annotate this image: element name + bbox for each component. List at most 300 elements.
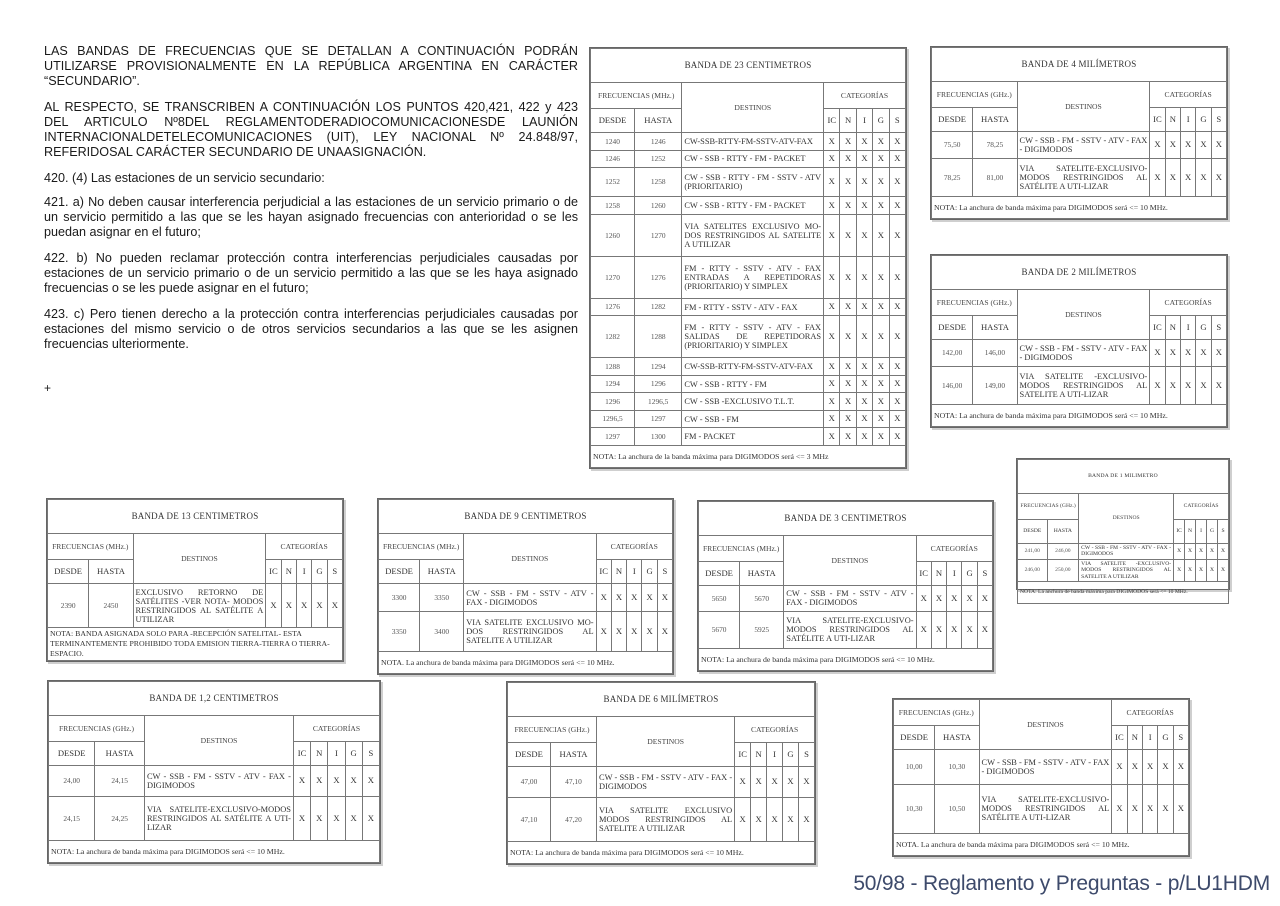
category-mark: X	[642, 612, 657, 652]
categories-header: CATEGORÍAS	[1112, 700, 1189, 726]
category-mark: X	[889, 197, 905, 215]
category-mark: X	[1180, 340, 1195, 367]
table-row	[508, 767, 815, 798]
category-mark: X	[1218, 559, 1229, 581]
category-mark: X	[767, 797, 783, 841]
destination-value: CW - SSB - FM - SSTV - ATV - FAX - DIGIMODOS	[979, 750, 1112, 785]
category-mark: X	[824, 393, 840, 411]
category-mark: X	[1196, 132, 1211, 159]
category-n-header: N	[611, 560, 626, 584]
category-s-header: S	[889, 109, 905, 133]
table-row	[591, 168, 906, 197]
desde-value: 1260	[591, 214, 635, 256]
table-row	[591, 150, 906, 168]
frequency-header: FRECUENCIAS (MHz.)	[699, 536, 784, 562]
desde-value: 241,00	[1018, 544, 1048, 560]
category-mark: X	[735, 767, 751, 798]
table-title-row	[932, 48, 1227, 82]
category-mark: X	[889, 393, 905, 411]
frequency-header: FRECUENCIAS (GHz.)	[1018, 494, 1079, 520]
category-mark: X	[856, 428, 872, 446]
table-header-row	[1018, 494, 1229, 520]
table-note: NOTA: BANDA ASIGNADA SOLO PARA -RECEPCIÓN SATELITAL- ESTA TERMINANTEMENTE PROHIBIDO TODA EMISION TIERRA-TIERRA O TIERRA-ESPACIO.	[48, 628, 343, 661]
category-mark: X	[611, 612, 626, 652]
category-mark: X	[783, 767, 799, 798]
table-title-row	[508, 683, 815, 717]
desde-value: 5650	[699, 586, 740, 612]
category-s-header: S	[1173, 726, 1188, 750]
category-mark: X	[824, 256, 840, 298]
category-mark: X	[1127, 784, 1142, 833]
category-i-header: I	[856, 109, 872, 133]
category-mark: X	[873, 393, 889, 411]
category-g-header: G	[1207, 520, 1218, 544]
desde-value: 3300	[379, 584, 420, 612]
band-table-grid	[590, 48, 906, 468]
category-ic-header: IC	[1112, 726, 1127, 750]
category-mark: X	[889, 214, 905, 256]
table-title-row	[591, 49, 906, 83]
categories-header: CATEGORÍAS	[293, 716, 379, 742]
category-mark: X	[328, 796, 345, 840]
band-table-10ghz	[892, 698, 1190, 857]
category-ic-header: IC	[916, 562, 931, 586]
categories-header: CATEGORÍAS	[916, 536, 992, 562]
category-n-header: N	[1185, 520, 1196, 544]
category-mark: X	[856, 410, 872, 428]
table-row	[591, 410, 906, 428]
category-mark: X	[889, 428, 905, 446]
destination-value: CW - SSB - FM - SSTV - ATV - FAX - DIGIMODOS	[1017, 132, 1150, 159]
category-mark: X	[1150, 340, 1165, 367]
category-n-header: N	[931, 562, 946, 586]
category-mark: X	[311, 796, 328, 840]
band-table-6mm	[506, 681, 816, 865]
hasta-value: 1258	[635, 168, 682, 197]
table-title: BANDA DE 23 CENTIMETROS	[591, 49, 906, 83]
table-title: BANDA DE 9 CENTIMETROS	[379, 500, 673, 534]
category-mark: X	[799, 797, 815, 841]
desde-value: 24,15	[49, 796, 95, 840]
category-mark: X	[824, 150, 840, 168]
hasta-header: HASTA	[420, 560, 464, 584]
category-mark: X	[873, 256, 889, 298]
desde-header: DESDE	[932, 108, 973, 132]
category-mark: X	[840, 358, 856, 376]
destinations-header: DESTINOS	[133, 534, 266, 584]
category-mark: X	[873, 410, 889, 428]
category-mark: X	[1165, 132, 1180, 159]
point-421: 421. a) No deben causar interferencia perjudicial a las estaciones de un servicio primario o de un servicio permitido a las que se les hayan asignado frecuencias con anterioridad o se les puedan asignar en el futuro;	[44, 195, 578, 239]
point-420: 420. (4) Las estaciones de un servicio secundario:	[44, 171, 325, 185]
hasta-value: 47,20	[550, 797, 596, 841]
destination-value: CW - SSB - RTTY - FM - SSTV - ATV (PRIORITARIO)	[682, 168, 824, 197]
desde-value: 1258	[591, 197, 635, 215]
destination-value: CW - SSB - FM - SSTV - ATV - FAX - DIGIMODOS	[1017, 340, 1150, 367]
category-mark: X	[840, 298, 856, 316]
category-g-header: G	[1158, 726, 1173, 750]
destination-value: CW - SSB - FM - SSTV - ATV - FAX - DIGIMODOS	[144, 766, 293, 797]
band-table-13cm	[46, 498, 344, 662]
destination-value: VIA SATELITE EXCLUSIVO MODOS RESTRINGIDOS AL SATELITE A UTILIZAR	[597, 797, 735, 841]
category-mark: X	[1196, 158, 1211, 196]
category-mark: X	[1165, 340, 1180, 367]
plus-mark: +	[44, 381, 52, 395]
hasta-value: 1296	[635, 375, 682, 393]
category-mark: X	[824, 197, 840, 215]
category-mark: X	[1185, 559, 1196, 581]
category-mark: X	[266, 584, 281, 628]
destinations-header: DESTINOS	[682, 83, 824, 133]
table-note: NOTA: La anchura de banda máxima para DIGIMODOS será <= 10 MHz.	[49, 841, 380, 863]
category-mark: X	[1174, 544, 1185, 560]
categories-header: CATEGORÍAS	[1150, 82, 1227, 108]
hasta-value: 1300	[635, 428, 682, 446]
category-mark: X	[627, 612, 642, 652]
hasta-value: 1282	[635, 298, 682, 316]
desde-header: DESDE	[48, 560, 89, 584]
category-mark: X	[947, 586, 962, 612]
category-mark: X	[856, 197, 872, 215]
category-mark: X	[824, 316, 840, 358]
table-row	[508, 797, 815, 841]
table-note-row	[591, 446, 906, 468]
desde-value: 1296,5	[591, 410, 635, 428]
category-mark: X	[281, 584, 296, 628]
category-mark: X	[856, 214, 872, 256]
category-mark: X	[840, 133, 856, 151]
category-mark: X	[1150, 158, 1165, 196]
table-row	[932, 366, 1227, 404]
hasta-value: 149,00	[973, 366, 1017, 404]
desde-value: 1276	[591, 298, 635, 316]
table-row	[932, 340, 1227, 367]
category-mark: X	[1180, 158, 1195, 196]
table-title: BANDA DE 13 CENTIMETROS	[48, 500, 343, 534]
desde-header: DESDE	[1018, 520, 1048, 544]
destination-value: FM - RTTY - SSTV - ATV - FAX SALIDAS DE REPETIDORAS (PRIORITARIO) Y SIMPLEX	[682, 316, 824, 358]
table-row	[49, 766, 380, 797]
destination-value: CW-SSB-RTTY-FM-SSTV-ATV-FAX	[682, 133, 824, 151]
table-row	[591, 375, 906, 393]
destination-value: FM - PACKET	[682, 428, 824, 446]
hasta-header: HASTA	[740, 562, 784, 586]
table-header-row	[49, 716, 380, 742]
table-row	[379, 584, 673, 612]
table-title-row	[699, 502, 993, 536]
table-title: BANDA DE 4 MILÍMETROS	[932, 48, 1227, 82]
category-g-header: G	[312, 560, 327, 584]
category-s-header: S	[1211, 108, 1226, 132]
category-i-header: I	[767, 743, 783, 767]
hasta-value: 2450	[89, 584, 133, 628]
category-ic-header: IC	[1150, 316, 1165, 340]
band-table-4mm	[930, 46, 1228, 220]
category-mark: X	[873, 133, 889, 151]
table-note-row	[1018, 582, 1229, 604]
categories-header: CATEGORÍAS	[596, 534, 672, 560]
category-mark: X	[873, 214, 889, 256]
table-row	[591, 298, 906, 316]
category-mark: X	[840, 168, 856, 197]
hasta-value: 146,00	[973, 340, 1017, 367]
category-ic-header: IC	[824, 109, 840, 133]
desde-value: 10,30	[894, 784, 935, 833]
category-mark: X	[840, 375, 856, 393]
hasta-value: 3400	[420, 612, 464, 652]
hasta-value: 78,25	[973, 132, 1017, 159]
category-mark: X	[293, 796, 310, 840]
category-mark: X	[873, 197, 889, 215]
desde-value: 75,50	[932, 132, 973, 159]
destinations-header: DESTINOS	[1079, 494, 1174, 544]
category-mark: X	[873, 168, 889, 197]
band-table-grid	[47, 499, 343, 661]
hasta-header: HASTA	[635, 109, 682, 133]
category-s-header: S	[362, 742, 379, 766]
hasta-value: 1288	[635, 316, 682, 358]
category-mark: X	[751, 767, 767, 798]
destination-value: VIA SATELITE -EXCLUSIVO-MODOS RESTRINGIDOS AL SATELITE A UTI-LIZAR	[1017, 366, 1150, 404]
destinations-header: DESTINOS	[979, 700, 1112, 750]
table-note-row	[508, 842, 815, 864]
category-mark: X	[296, 584, 311, 628]
hasta-value: 1296,5	[635, 393, 682, 411]
category-mark: X	[840, 150, 856, 168]
category-mark: X	[824, 214, 840, 256]
category-i-header: I	[296, 560, 311, 584]
band-table-grid	[48, 681, 380, 863]
table-note-row	[932, 405, 1227, 427]
category-mark: X	[596, 612, 611, 652]
category-ic-header: IC	[596, 560, 611, 584]
hasta-value: 1260	[635, 197, 682, 215]
table-title-row	[1018, 460, 1229, 494]
category-mark: X	[873, 150, 889, 168]
destinations-header: DESTINOS	[464, 534, 596, 584]
category-mark: X	[1207, 559, 1218, 581]
band-table-1mm	[1016, 458, 1230, 596]
category-mark: X	[889, 298, 905, 316]
table-title-row	[49, 682, 380, 716]
category-mark: X	[1211, 366, 1226, 404]
table-title: BANDA DE 6 MILÍMETROS	[508, 683, 815, 717]
category-mark: X	[889, 410, 905, 428]
band-table-23cm	[589, 47, 907, 469]
category-ic-header: IC	[735, 743, 751, 767]
category-n-header: N	[1127, 726, 1142, 750]
category-mark: X	[1150, 132, 1165, 159]
category-mark: X	[345, 796, 362, 840]
category-mark: X	[840, 316, 856, 358]
table-header-row	[699, 536, 993, 562]
destination-value: VIA SATELITE -EXCLUSIVO-MODOS RESTRINGIDOS AL SATELITE A UTILIZAR	[1079, 559, 1174, 581]
frequency-header: FRECUENCIAS (GHz.)	[508, 717, 597, 743]
destination-value: EXCLUSIVO RETORNO DE SATÉLITES -VER NOTA- MODOS RESTRINGIDOS AL SATÉLITE A UTILIZAR	[133, 584, 266, 628]
category-mark: X	[1185, 544, 1196, 560]
table-title: BANDA DE 2 MILÍMETROS	[932, 256, 1227, 290]
desde-value: 1282	[591, 316, 635, 358]
category-mark: X	[596, 584, 611, 612]
band-table-3cm	[697, 500, 994, 672]
category-mark: X	[1196, 544, 1207, 560]
table-title-row	[932, 256, 1227, 290]
categories-header: CATEGORÍAS	[1150, 290, 1227, 316]
point-422: 422. b) No pueden reclamar protección contra interferencias perjudiciales causadas por estaciones de un servicio primario o de un servicio permitido a las que se les haya asignado frecuencias o se les puede asignar en el futuro;	[44, 251, 578, 295]
band-table-grid	[931, 47, 1227, 219]
band-table-grid	[507, 682, 815, 864]
category-mark: X	[312, 584, 327, 628]
table-note: NOTA: La anchura de banda máxima para DIGIMODOS será <= 10 MHz.	[932, 405, 1227, 427]
table-title: BANDA DE 3 CENTIMETROS	[699, 502, 993, 536]
destination-value: VIA SATELITE-EXCLUSIVO-MODOS RESTRINGIDOS AL SATÉLITE A UTI-LIZAR	[979, 784, 1112, 833]
table-note-row	[379, 652, 673, 674]
destination-value: CW - SSB -EXCLUSIVO T.L.T.	[682, 393, 824, 411]
category-mark: X	[1150, 366, 1165, 404]
table-title-row	[379, 500, 673, 534]
category-mark: X	[856, 298, 872, 316]
frequency-header: FRECUENCIAS (MHz.)	[591, 83, 682, 109]
category-s-header: S	[1218, 520, 1229, 544]
destination-value: VIA SATELITE-EXCLUSIVO-MODOS RESTRINGIDOS AL SATÉLITE A UTI-LIZAR	[784, 611, 916, 648]
frequency-header: FRECUENCIAS (GHz.)	[932, 82, 1018, 108]
category-mark: X	[856, 393, 872, 411]
desde-value: 142,00	[932, 340, 973, 367]
intro-paragraph: AL RESPECTO, SE TRANSCRIBEN A CONTINUACIÓN LOS PUNTOS 420,421, 422 y 423 DEL ARTICULO Nº8DEL REGLAMENTODERADIOCOMUNICACIONESDE LAUNIÓN INTERNACIONALDETELECOMUNICACIONES (UIT), LEY NACIONAL Nº 24.848/97, REFERIDOSAL CARÁCTER SECUNDARIO DE UNAASIGNACIÓN.	[44, 100, 578, 159]
band-table-grid	[378, 499, 673, 674]
desde-value: 1297	[591, 428, 635, 446]
category-mark: X	[824, 298, 840, 316]
category-ic-header: IC	[1150, 108, 1165, 132]
hasta-header: HASTA	[935, 726, 979, 750]
category-mark: X	[783, 797, 799, 841]
table-note-row	[699, 649, 993, 671]
hasta-value: 1246	[635, 133, 682, 151]
table-header-row	[894, 700, 1189, 726]
category-mark: X	[293, 766, 310, 797]
category-g-header: G	[873, 109, 889, 133]
table-note: NOTA: La anchura de banda máxima para DIGIMODOS será <= 10 MHz.	[508, 842, 815, 864]
category-mark: X	[1207, 544, 1218, 560]
category-mark: X	[611, 584, 626, 612]
band-table-9cm	[377, 498, 674, 675]
category-mark: X	[1180, 132, 1195, 159]
category-i-header: I	[328, 742, 345, 766]
category-mark: X	[840, 197, 856, 215]
category-mark: X	[735, 797, 751, 841]
category-i-header: I	[1196, 520, 1207, 544]
table-row	[894, 784, 1189, 833]
desde-value: 1288	[591, 358, 635, 376]
category-mark: X	[931, 586, 946, 612]
desde-header: DESDE	[699, 562, 740, 586]
category-mark: X	[873, 358, 889, 376]
desde-header: DESDE	[894, 726, 935, 750]
category-i-header: I	[1142, 726, 1157, 750]
category-mark: X	[751, 797, 767, 841]
table-row	[699, 586, 993, 612]
desde-value: 1294	[591, 375, 635, 393]
table-title: BANDA DE 1 MILIMETRO	[1018, 460, 1229, 494]
hasta-header: HASTA	[95, 742, 145, 766]
category-mark: X	[824, 133, 840, 151]
desde-header: DESDE	[591, 109, 635, 133]
hasta-value: 24,25	[95, 796, 145, 840]
category-n-header: N	[840, 109, 856, 133]
destination-value: CW - SSB - FM - SSTV - ATV - FAX - DIGIMODOS	[597, 767, 735, 798]
table-header-row	[932, 82, 1227, 108]
frequency-header: FRECUENCIAS (GHz.)	[894, 700, 980, 726]
destination-value: VIA SATELITE-EXCLUSIVO-MODOS RESTRINGIDOS AL SATÉLITE A UTI-LIZAR	[1017, 158, 1150, 196]
category-mark: X	[311, 766, 328, 797]
categories-header: CATEGORÍAS	[1174, 494, 1229, 520]
category-mark: X	[916, 611, 931, 648]
category-ic-header: IC	[266, 560, 281, 584]
category-mark: X	[1142, 784, 1157, 833]
hasta-value: 1270	[635, 214, 682, 256]
category-ic-header: IC	[293, 742, 310, 766]
categories-header: CATEGORÍAS	[266, 534, 343, 560]
table-row	[591, 358, 906, 376]
hasta-value: 5670	[740, 586, 784, 612]
desde-value: 1252	[591, 168, 635, 197]
table-header-row	[379, 534, 673, 560]
table-row	[591, 393, 906, 411]
category-mark: X	[1165, 366, 1180, 404]
table-header-row	[508, 717, 815, 743]
table-note: NOTA. La anchura de banda máxima para DIGIMODOS será <= 10 MHz.	[379, 652, 673, 674]
category-mark: X	[856, 375, 872, 393]
category-mark: X	[362, 796, 379, 840]
category-mark: X	[856, 358, 872, 376]
table-note: NOTA: La anchura de banda máxima para DIGIMODOS será <= 10 MHz.	[699, 649, 993, 671]
category-mark: X	[873, 375, 889, 393]
category-s-header: S	[1211, 316, 1226, 340]
desde-value: 1270	[591, 256, 635, 298]
hasta-value: 47,10	[550, 767, 596, 798]
band-table-grid	[931, 255, 1227, 427]
frequency-header: FRECUENCIAS (GHz.)	[932, 290, 1018, 316]
category-ic-header: IC	[1174, 520, 1185, 544]
category-mark: X	[767, 767, 783, 798]
category-i-header: I	[947, 562, 962, 586]
category-mark: X	[916, 586, 931, 612]
category-mark: X	[889, 358, 905, 376]
table-row	[591, 428, 906, 446]
destinations-header: DESTINOS	[784, 536, 916, 586]
desde-value: 246,00	[1018, 559, 1048, 581]
category-mark: X	[824, 168, 840, 197]
category-mark: X	[889, 316, 905, 358]
category-mark: X	[856, 256, 872, 298]
category-mark: X	[1196, 340, 1211, 367]
table-header-row	[932, 290, 1227, 316]
table-header-row	[48, 534, 343, 560]
category-mark: X	[657, 584, 672, 612]
category-mark: X	[327, 584, 342, 628]
hasta-value: 250,00	[1047, 559, 1079, 581]
category-i-header: I	[627, 560, 642, 584]
frequency-header: FRECUENCIAS (GHz.)	[49, 716, 145, 742]
category-g-header: G	[962, 562, 977, 586]
frequency-header: FRECUENCIAS (MHz.)	[48, 534, 134, 560]
category-mark: X	[873, 298, 889, 316]
table-row	[591, 256, 906, 298]
category-mark: X	[1211, 132, 1226, 159]
band-table-1-2cm	[47, 680, 381, 864]
desde-value: 24,00	[49, 766, 95, 797]
desde-value: 1246	[591, 150, 635, 168]
